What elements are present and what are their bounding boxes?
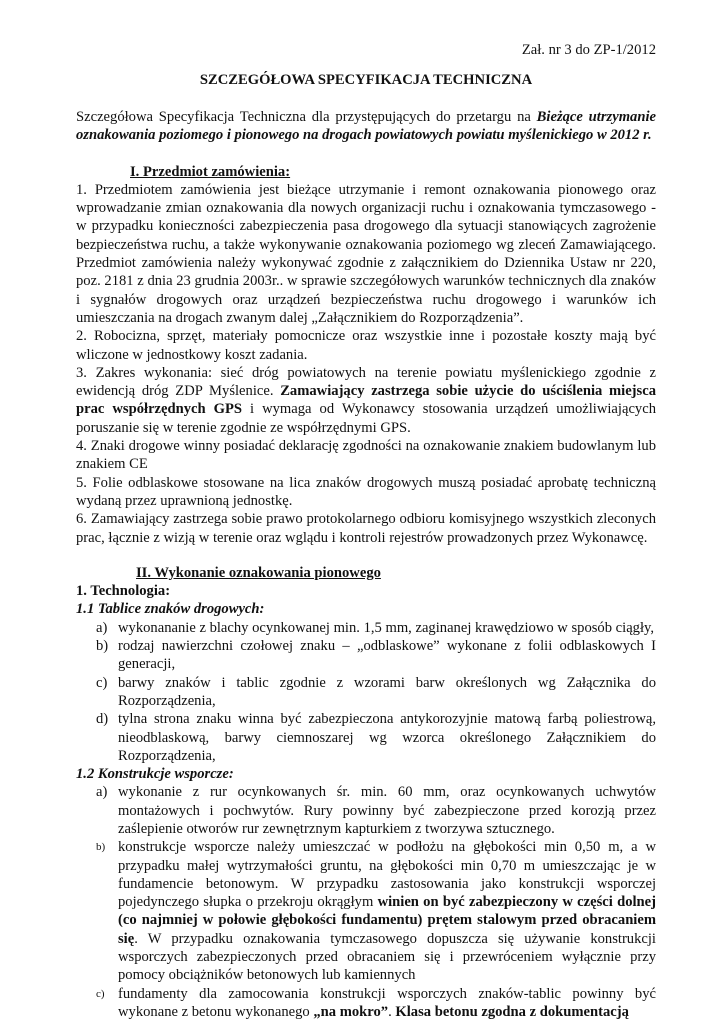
list-item-text: wykonananie z blachy ocynkowanej min. 1,5 mm, zaginanej krawędziowo w sposób ciągły, bbox=[118, 619, 655, 636]
point-3-text-a: 3. Zakres wykonania: sieć dróg powiatowych na terenie powiatu myślenickiego zgodnie z ewidencją dróg ZDP Myślenice. bbox=[76, 364, 656, 400]
list-item bbox=[76, 619, 656, 637]
subsection-support-structures: 1.2 Konstrukcje wsporcze: bbox=[76, 766, 234, 783]
section-1-point-5: 5. Folie odblaskowe stosowane na lica znaków drogowych muszą posiadać aprobatę techniczną wydaną przez uprawnioną jednostkę. bbox=[76, 474, 656, 509]
list-marker: b) bbox=[96, 638, 109, 655]
list-item bbox=[76, 985, 656, 1022]
list-item bbox=[76, 838, 656, 984]
intro-text: Szczegółowa Specyfikacja Techniczna dla przystępujących do przetargu na bbox=[76, 109, 537, 125]
list-item bbox=[76, 674, 656, 711]
list-marker: b) bbox=[96, 841, 106, 854]
section-2-heading: II. Wykonanie oznakowania pionowego bbox=[136, 564, 381, 581]
sign-boards-list bbox=[76, 619, 656, 765]
list-marker: a) bbox=[96, 784, 108, 801]
list-item bbox=[76, 710, 656, 765]
point-3-text-b: i wymaga od Wykonawcy stosowania urządzeń umożliwiających poruszanie się w terenie zgodnie ze współrzędnymi GPS. bbox=[76, 401, 656, 436]
subsection-technology: 1. Technologia: bbox=[76, 583, 171, 600]
intro-subject-part2: oznakowania poziomego i pionowego na drogach powiatowych powiatu myślenickiego w 2012 r. bbox=[76, 127, 652, 144]
wet-concrete-term: „na mokro” bbox=[313, 1003, 389, 1020]
list-item-text: tylna strona znaku winna być zabezpieczona antykorozyjnie matową farbą poliestrową, nieodblaskową, barwy ciemnoszarej wg wzorca określonego Załącznikiem do Rozporządzenia, bbox=[118, 711, 656, 764]
list-item-text: barwy znaków i tablic zgodnie z wzorami barw określonych wg Załącznika do Rozporządzenia, bbox=[118, 674, 656, 709]
support-structures-list bbox=[76, 783, 656, 1021]
section-1-heading: I. Przedmiot zamówienia: bbox=[130, 163, 291, 180]
intro-paragraph bbox=[76, 108, 656, 145]
document-page bbox=[76, 40, 656, 1021]
anti-rotation-clause: winien on być zabezpieczony w części dolnej (co najmniej w połowie głębokości fundamentu) prętem stalowym przed obracaniem się bbox=[118, 894, 657, 947]
list-marker: a) bbox=[96, 619, 108, 636]
list-item-text: rodzaj nawierzchni czołowej znaku – „odblaskowe” wykonane z folii odblaskowych I generacji, bbox=[118, 638, 656, 673]
list-item-text: konstrukcje wsporcze należy umieszczać w podłożu na głębokości min 0,50 m, a w przypadku małej wytrzymałości gruntu, na głębokości min 0,70 m umieszczając je w fundamencie betonowym. W przypadku zastosowania jako konstrukcji wsporczej pojedynczego słupka o przekroju okrągłym bbox=[118, 839, 656, 911]
subsection-sign-boards: 1.1 Tablice znaków drogowych: bbox=[76, 601, 265, 618]
list-item bbox=[76, 637, 656, 674]
section-1-point-6: 6. Zamawiający zastrzega sobie prawo protokolarnego odbioru komisyjnego wszystkich zleconych prac, łącznie z wizją w terenie oraz wglądu i kontroli rejestrów prowadzonych przez Wykonawcę. bbox=[76, 511, 656, 546]
list-item-text: . W przypadku oznakowania tymczasowego dopuszcza się używanie konstrukcji wsporczych zabezpieczonych przed obracaniem się i przewróceniem wyłącznie przy pomocy obciążników betonowych lub kamiennych bbox=[118, 930, 656, 984]
concrete-class-clause: Klasa betonu zgodna z dokumentacją bbox=[395, 1003, 629, 1020]
point-3-gps-clause: Zamawiający zastrzega sobie użycie do uściślenia miejsca prac współrzędnych GPS bbox=[76, 383, 656, 418]
section-1-point-2: 2. Robocizna, sprzęt, materiały pomocnicze oraz wszystkie inne i pozostałe koszty mają być wliczone w jednostkowy koszt zadania. bbox=[76, 328, 656, 363]
section-1-point-4: 4. Znaki drogowe winny posiadać deklarację zgodności na oznakowanie znakiem budowlanym lub znakiem CE bbox=[76, 438, 656, 473]
list-item bbox=[76, 783, 656, 838]
intro-line-1 bbox=[76, 108, 656, 126]
list-item-text: . bbox=[388, 1003, 396, 1020]
list-marker: d) bbox=[96, 711, 109, 728]
attachment-reference: Zał. nr 3 do ZP-1/2012 bbox=[521, 42, 656, 58]
list-item-text: wykonanie z rur ocynkowanych śr. min. 60 mm, oraz ocynkowanych uchwytów montażowych i pochwytów. Rury powinny być zabezpieczone przed korozją przez zaślepienie otworów rur zewnętrznym kapturkiem z tworzywa sztucznego. bbox=[118, 784, 656, 837]
list-marker: c) bbox=[96, 674, 108, 691]
document-title: SZCZEGÓŁOWA SPECYFIKACJA TECHNICZNA bbox=[199, 72, 533, 88]
intro-subject-part1: Bieżące utrzymanie bbox=[536, 109, 656, 125]
list-marker: c) bbox=[96, 987, 105, 1000]
list-item-text: fundamenty dla zamocowania konstrukcji wsporczych znaków-tablic powinny być wykonane z betonu wykonanego bbox=[118, 985, 656, 1020]
section-1-point-3 bbox=[76, 364, 656, 437]
section-1-point-1: 1. Przedmiotem zamówienia jest bieżące utrzymanie i remont oznakowania pionowego oraz wprowadzanie zmian oznakowania dla nowych organizacji ruchu i oznakowania tymczasowego - w przypadku konieczności zabezpieczenia pasa drogowego dla sytuacji stanowiących zagrożenie bezpieczeństwa ruchu, a także wykonywanie oznakowania poziomego wg zleceń Zamawiającego. Przedmiot zamówienia należy wykonywać zgodnie z załącznikiem do Dziennika Ustaw nr 220, poz. 2181 z dnia 23 grudnia 2003r.. w sprawie szczegółowych warunków technicznych dla znaków i sygnałów drogowych oraz urządzeń bezpieczeństwa ruchu drogowego i warunków ich umieszczania na drogach zwanym dalej „Załącznikiem do Rozporządzenia”. bbox=[76, 181, 656, 326]
